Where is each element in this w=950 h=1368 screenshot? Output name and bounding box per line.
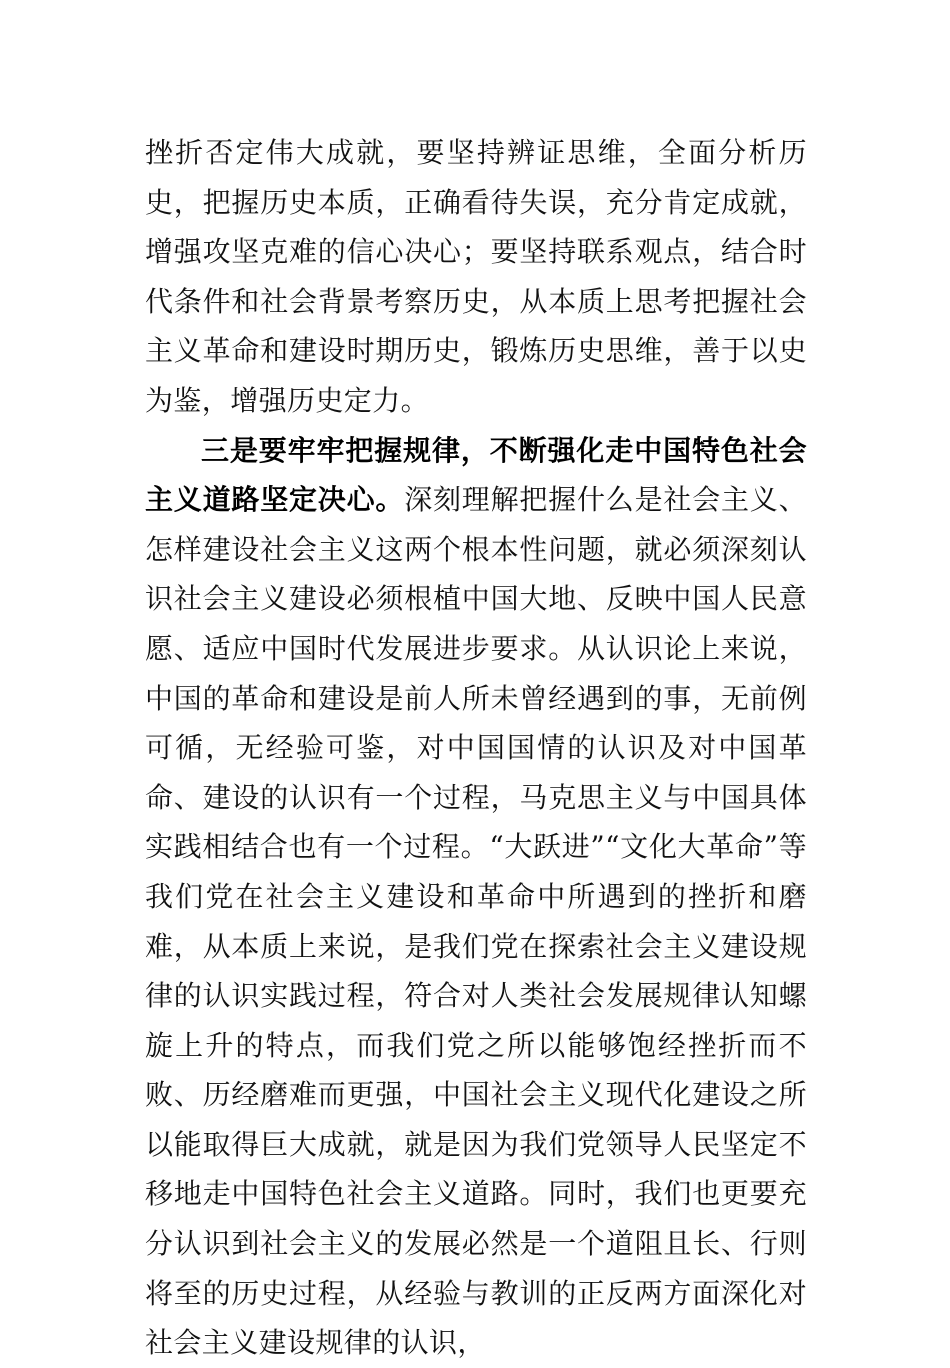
point-three-paragraph (145, 426, 807, 1368)
document-body (145, 128, 807, 1368)
point-three-body: 深刻理解把握什么是社会主义、怎样建设社会主义这两个根本性问题，就必须深刻认识社会主义建设必须根植中国大地、反映中国人民意愿、适应中国时代发展进步要求。从认识论上来说，中国的革命和建设是前人所未曾经遇到的事，无前例可循，无经验可鉴，对中国国情的认识及对中国革命、建设的认识有一个过程，马克思主义与中国具体实践相结合也有一个过程。“大跃进”“文化大革命”等我们党在社会主义建设和革命中所遇到的挫折和磨难，从本质上来说，是我们党在探索社会主义建设规律的认识实践过程，符合对人类社会发展规律认知螺旋上升的特点，而我们党之所以能够饱经挫折而不败、历经磨难而更强，中国社会主义现代化建设之所以能取得巨大成就，就是因为我们党领导人民坚定不移地走中国特色社会主义道路。同时，我们也更要充分认识到社会主义的发展必然是一个道阻且长、行则将至的历史过程，从经验与教训的正反两方面深化对社会主义建设规律的认识， (145, 483, 807, 1360)
continued-paragraph: 挫折否定伟大成就，要坚持辨证思维，全面分析历史，把握历史本质，正确看待失误，充分肯定成就，增强攻坚克难的信心决心；要坚持联系观点，结合时代条件和社会背景考察历史，从本质上思考把握社会主义革命和建设时期历史，锻炼历史思维，善于以史为鉴，增强历史定力。 (145, 136, 807, 417)
point-three-heading: 三是要牢牢把握规律，不断强化走中国特色社会主义道路坚定决心。 (145, 433, 807, 517)
